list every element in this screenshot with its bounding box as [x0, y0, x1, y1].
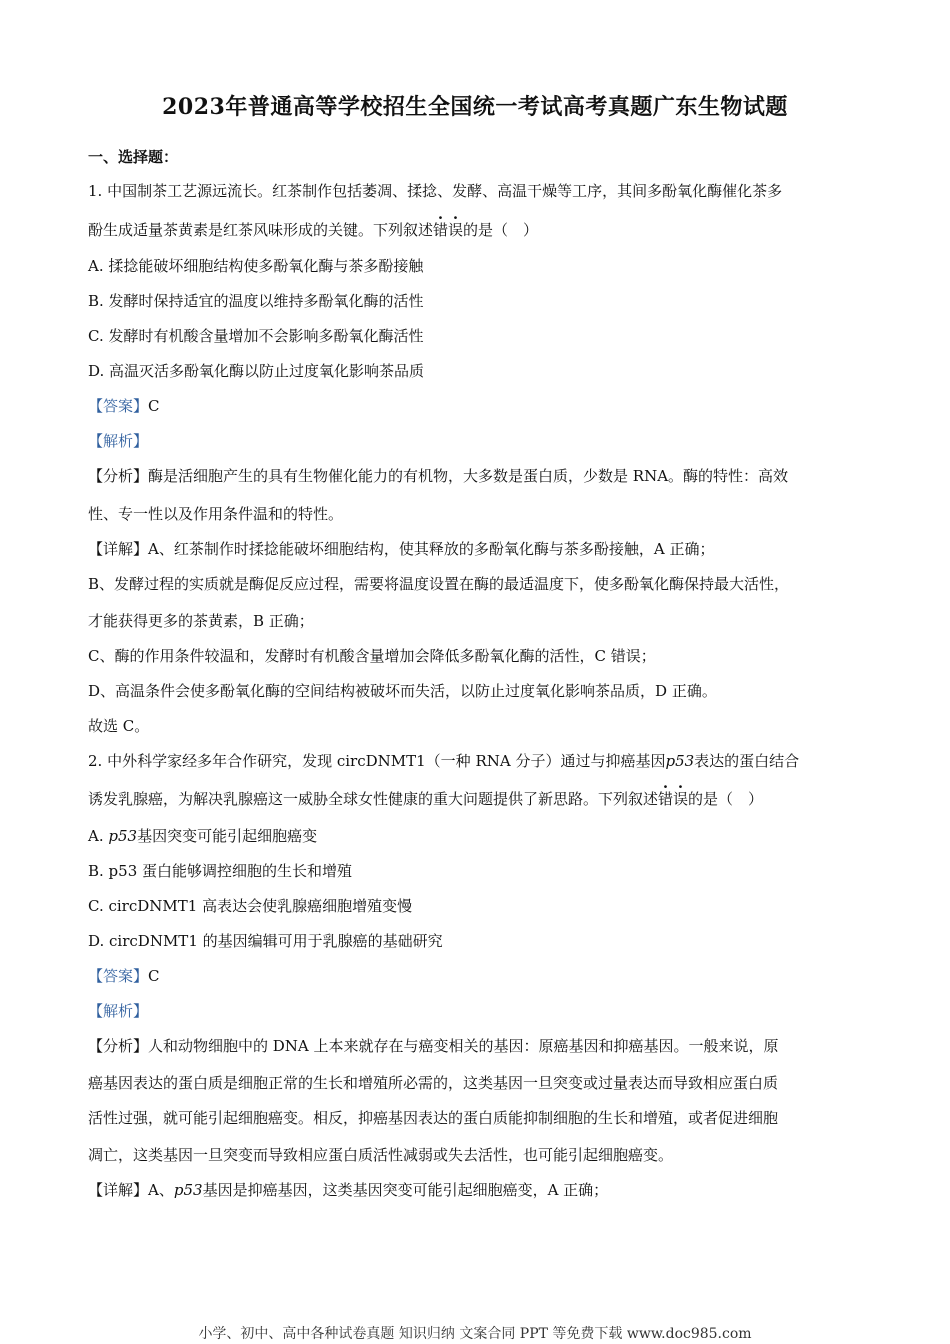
- q2-fenxi-line4: 凋亡，这类基因一旦突变而导致相应蛋白质活性减弱或失去活性，也可能引起细胞癌变。: [88, 1146, 674, 1164]
- q2-fenxi-line1: [88, 1036, 868, 1056]
- q1-option-d: D. 高温灭活多酚氧化酶以防止过度氧化影响茶品质: [88, 362, 425, 380]
- fenxi-text: 酶是活细胞产生的具有生物催化能力的有机物，大多数是蛋白质，少数是 RNA。酶的特性：高效: [148, 467, 789, 485]
- gene-name-italic: p53: [665, 752, 695, 770]
- gene-name-italic: p53: [108, 827, 138, 845]
- analysis-tag: 【解析】: [88, 1002, 149, 1020]
- q2-stem-tail: 的是（ ）: [688, 790, 764, 808]
- q1-conclusion: 故选 C。: [88, 717, 150, 735]
- fenxi-tag: 【分析】: [88, 467, 149, 485]
- q1-detail-line3: 才能获得更多的茶黄素，B 正确；: [88, 612, 314, 630]
- emphasis-dot-char: 误: [448, 221, 464, 239]
- gene-name-italic: p53: [173, 1181, 203, 1199]
- q2-fenxi-line2: 癌基因表达的蛋白质是细胞正常的生长和增殖所必需的，这类基因一旦突变或过量表达而导致相应蛋白质: [88, 1074, 779, 1092]
- q2-fenxi-line3: 活性过强，就可能引起细胞癌变。相反，抑癌基因表达的蛋白质能抑制细胞的生长和增殖，或者促进细胞: [88, 1109, 779, 1127]
- detail-text: 基因是抑癌基因，这类基因突变可能引起细胞癌变，A 正确；: [202, 1181, 609, 1199]
- q2-stem-line2: [88, 789, 868, 809]
- q2-option-a: [88, 826, 868, 846]
- q1-stem-line2: [88, 220, 868, 240]
- q1-stem-text: 酚生成适量茶黄素是红茶风味形成的关键。下列叙述: [88, 221, 434, 239]
- emphasis-dot-char: 误: [673, 790, 689, 808]
- option-letter: A.: [88, 827, 109, 845]
- q1-analysis-heading: [88, 431, 868, 451]
- footer-download-banner[interactable]: 小学、初中、高中各种试卷真题 知识归纳 文案合同 PPT 等免费下载 www.doc985.com: [198, 1326, 752, 1342]
- q2-stem-line1: [88, 751, 868, 771]
- emphasis-dot-char: 错: [658, 790, 674, 808]
- q2-detail-line1: [88, 1180, 868, 1200]
- q1-stem-tail: 的是（ ）: [463, 221, 539, 239]
- q1-answer: [88, 396, 868, 416]
- q2-stem-text: 2. 中外科学家经多年合作研究，发现 circDNMT1（一种 RNA 分子）通过与抑癌基因: [88, 752, 666, 770]
- answer-value: C: [148, 397, 160, 415]
- fenxi-tag: 【分析】: [88, 1037, 149, 1055]
- q1-stem-line1: 1. 中国制茶工艺源远流长。红茶制作包括萎凋、揉捻、发酵、高温干燥等工序，其间多酚氧化酶催化茶多: [88, 182, 783, 200]
- q1-option-b: B. 发酵时保持适宜的温度以维持多酚氧化酶的活性: [88, 292, 424, 310]
- detail-text: A、红茶制作时揉捻能破坏细胞结构，使其释放的多酚氧化酶与茶多酚接触，A 正确；: [148, 540, 715, 558]
- q2-stem-text: 诱发乳腺癌，为解决乳腺癌这一威胁全球女性健康的重大问题提供了新思路。下列叙述: [88, 790, 659, 808]
- analysis-tag: 【解析】: [88, 432, 149, 450]
- q2-option-c: C. circDNMT1 高表达会使乳腺癌细胞增殖变慢: [88, 897, 413, 915]
- q1-detail-line4: C、酶的作用条件较温和，发酵时有机酸含量增加会降低多酚氧化酶的活性，C 错误；: [88, 647, 656, 665]
- q2-analysis-heading: [88, 1001, 868, 1021]
- q2-option-b: B. p53 蛋白能够调控细胞的生长和增殖: [88, 862, 353, 880]
- answer-tag: 【答案】: [88, 397, 149, 415]
- q1-fenxi-line2: 性、专一性以及作用条件温和的特性。: [88, 505, 344, 523]
- answer-tag: 【答案】: [88, 967, 149, 985]
- emphasis-dot-char: 错: [433, 221, 449, 239]
- q1-option-c: C. 发酵时有机酸含量增加不会影响多酚氧化酶活性: [88, 327, 424, 345]
- q2-option-d: D. circDNMT1 的基因编辑可用于乳腺癌的基础研究: [88, 932, 443, 950]
- fenxi-text: 人和动物细胞中的 DNA 上本来就存在与癌变相关的基因：原癌基因和抑癌基因。一般来说，原: [148, 1037, 779, 1055]
- q1-detail-line1: [88, 539, 868, 559]
- option-text: 基因突变可能引起细胞癌变: [137, 827, 318, 845]
- q2-answer: [88, 966, 868, 986]
- q1-fenxi-line1: [88, 466, 868, 486]
- q2-stem-text: 表达的蛋白结合: [694, 752, 800, 770]
- section-heading: 一、选择题：: [88, 148, 179, 166]
- detail-tag: 【详解】: [88, 1181, 149, 1199]
- answer-value: C: [148, 967, 160, 985]
- detail-text: A、: [148, 1181, 174, 1199]
- page-title: 2023年普通高等学校招生全国统一考试高考真题广东生物试题: [162, 94, 788, 120]
- q1-option-a: A. 揉捻能破坏细胞结构使多酚氧化酶与茶多酚接触: [88, 257, 424, 275]
- q1-detail-line5: D、高温条件会使多酚氧化酶的空间结构被破坏而失活，以防止过度氧化影响茶品质，D 正确。: [88, 682, 717, 700]
- q1-detail-line2: B、发酵过程的实质就是酶促反应过程，需要将温度设置在酶的最适温度下，使多酚氧化酶保持最大活性，: [88, 575, 790, 593]
- detail-tag: 【详解】: [88, 540, 149, 558]
